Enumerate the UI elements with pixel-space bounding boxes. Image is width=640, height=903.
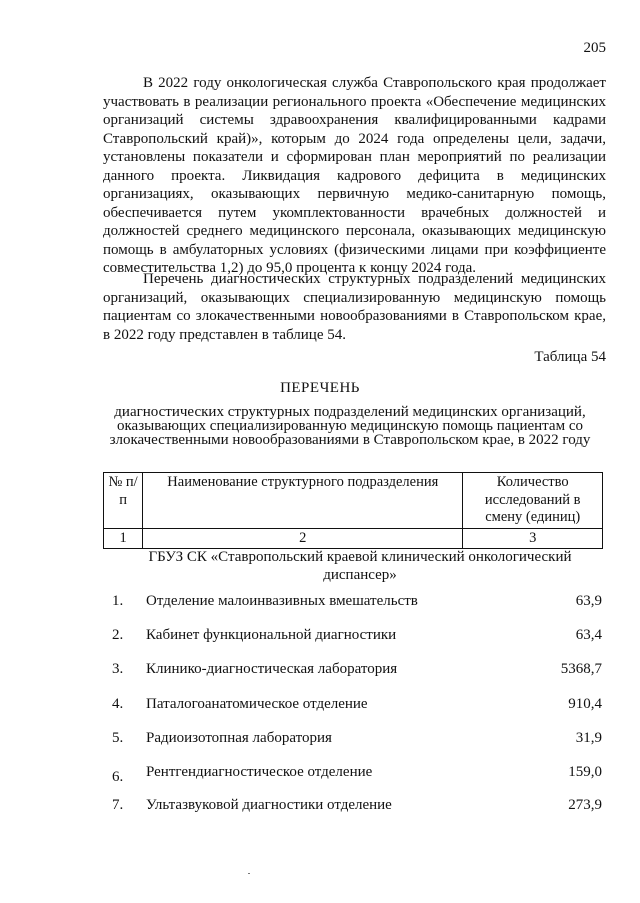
row-name: Ультазвуковой диагностики отделение [146,797,392,813]
row-value: 31,9 [575,730,602,746]
header-row [104,473,603,529]
institution-name: ГБУЗ СК «Ставропольский краевой клинический онкологический диспансер» [148,549,572,583]
table-row [0,627,640,647]
table-row [0,661,640,681]
table-row [0,730,640,750]
row-name: Радиоизотопная лаборатория [146,730,332,746]
table-header [103,472,603,549]
row-name: Клинико-диагностическая лаборатория [146,661,398,677]
table-title: ПЕРЕЧЕНЬ [280,380,360,396]
table-row [0,696,640,716]
col-number-2: 2 [143,528,463,549]
row-value: 5368,7 [560,661,602,677]
scan-speck [248,873,250,874]
row-name: Рентгендиагностическое отделение [146,764,373,780]
row-number: 6. [112,769,124,785]
list-paragraph: Перечень диагностических структурных подразделений медицинских организаций, оказывающих специализированную медицинскую помощь пациентам со злокачественными новообразованиями в Ставропольском крае, в 2022 году представлен в таблице 54. [103,271,606,343]
intro-paragraph: В 2022 году онкологическая служба Ставропольского края продолжает участвовать в реализации регионального проекта «Обеспечение медицинских организаций системы здравоохранения квалифицированными кадрами Ставропольский край)», которым до 2024 года определены цели, задачи, установлены показатели и сформирован план мероприятий по реализации данного проекта. Ликвидация кадрового дефицита в медицинских организациях, оказывающих первичную медико-санитарную помощь, обеспечивается путем укомплектованности врачебных должностей и должностей среднего медицинского персонала, оказывающих медицинскую помощь в амбулаторных условиях (физическими лицами при коэффициенте совместительства 1,2) до 95,0 процента к концу 2024 года. [103,75,606,276]
header-num: № п/п [104,473,143,529]
row-number: 5. [112,730,124,746]
row-number: 1. [112,593,124,609]
row-number: 2. [112,627,124,643]
table-row [0,764,640,784]
column-number-row [104,528,603,549]
header-count: Количество исследований в смену (единиц) [463,473,603,529]
row-value: 159,0 [568,764,602,780]
col-number-3: 3 [463,528,603,549]
row-value: 273,9 [568,797,602,813]
col-number-1: 1 [104,528,143,549]
page-number: 205 [583,40,606,56]
table-subtitle: диагностических структурных подразделений медицинских организаций, оказывающих специализированную медицинскую помощь пациентам со злокачественными новообразованиями в Ставропольском крае, в 2022 году [109,404,591,448]
row-name: Паталогоанатомическое отделение [146,696,368,712]
table-row [0,593,640,613]
row-name: Отделение малоинвазивных вмешательств [146,593,418,609]
row-number: 3. [112,661,124,677]
row-name: Кабинет функциональной диагностики [146,627,397,643]
row-value: 910,4 [568,696,602,712]
row-value: 63,9 [575,593,602,609]
row-number: 7. [112,797,124,813]
table-row [0,797,640,817]
table-label: Таблица 54 [534,349,606,365]
row-value: 63,4 [575,627,602,643]
row-number: 4. [112,696,124,712]
header-name: Наименование структурного подразделения [143,473,463,529]
